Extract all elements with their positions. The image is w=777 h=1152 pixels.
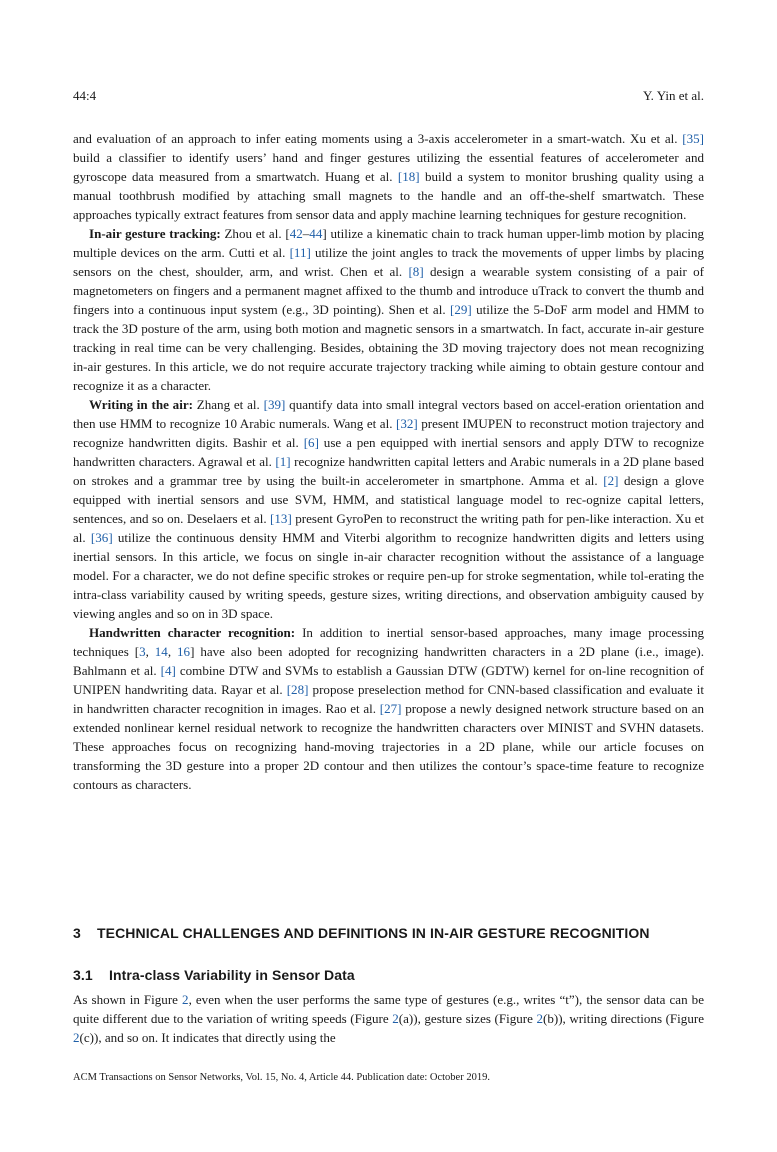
- paragraph-wearable-gestures: and evaluation of an approach to infer eating moments using a 3-axis accelerometer in a smart-watch. Xu et al. [35] build a classifier to identify users’ hand and finger gestures utilizing the essential features of accelerometer and gyroscope data measured from a smartwatch. Huang et al. [18] build a system to monitor brushing quality using a manual toothbrush modified by attaching small magnets to the handle and an off-the-shelf smartwatch. These approaches typically extract features from sensor data and apply machine learning techniques for gesture recognition.: [73, 131, 704, 222]
- citation-link[interactable]: 42: [289, 226, 303, 241]
- citation-link[interactable]: [28]: [286, 682, 309, 697]
- section-title: TECHNICAL CHALLENGES AND DEFINITIONS IN IN-AIR GESTURE RECOGNITION: [97, 925, 650, 941]
- paragraph-in-air-tracking: In-air gesture tracking: Zhou et al. [42–44] utilize a kinematic chain to track human upper-limb motion by placing multiple devices on the arm. Cutti et al. [11] utilize the joint angles to track the movements of upper limbs by placing sensors on the chest, shoulder, arm, and wrist. Chen et al. [8] design a wearable system consisting of a pair of magnetometers on fingers and a permanent magnet affixed to the thumb and introduce uTrack to convert the thumb and fingers into a continuous input system (e.g., 3D pointing). Shen et al. [29] utilize the 5-DoF arm model and HMM to track the 3D posture of the arm, using both motion and magnetic sensors in a smartwatch. In fact, accurate in-air gesture tracking in real time can be very challenging. Besides, obtaining the 3D moving trajectory does not mean recognizing in-air gestures. In this article, we do not require accurate trajectory tracking while aiming to obtain gesture contour and recognize it as a character.: [73, 226, 704, 393]
- page-footer: ACM Transactions on Sensor Networks, Vol. 15, No. 4, Article 44. Publication date: October 2019.: [73, 1072, 490, 1083]
- run-in-heading: Handwritten character recognition:: [89, 625, 296, 640]
- citation-link[interactable]: 2: [392, 1011, 399, 1026]
- subsection-body: [73, 990, 704, 1047]
- running-head: [73, 88, 704, 104]
- citation-link[interactable]: [8]: [408, 264, 424, 279]
- section-heading: [73, 924, 704, 942]
- citation-link[interactable]: [18]: [397, 169, 420, 184]
- paragraph-handwritten-recognition: Handwritten character recognition: In addition to inertial sensor-based approaches, many image processing techniques [3, 14, 16] have also been adopted for recognizing handwritten characters in a 2D plane (i.e., image). Bahlmann et al. [4] combine DTW and SVMs to establish a Gaussian DTW (GDTW) kernel for on-line recognition of UNIPEN handwriting data. Rayar et al. [28] propose preselection method for CNN-based classification and evaluate it in handwritten character recognition in images. Rao et al. [27] propose a newly designed network structure based on an extended nonlinear kernel residual network to recognize the handwritten characters over MINIST and SVHN datasets. These approaches focus on recognizing hand-moving trajectories in a 2D plane, while our article focuses on transforming the 3D gesture into a proper 2D contour and then utilizes the contour’s space-time feature to recognize contours as characters.: [73, 625, 705, 792]
- subsection-title: Intra-class Variability in Sensor Data: [109, 967, 355, 983]
- running-authors: Y. Yin et al.: [642, 88, 704, 103]
- citation-link[interactable]: 2: [536, 1011, 543, 1026]
- citation-link[interactable]: 16: [177, 644, 191, 659]
- paragraph-intra-class-variability: As shown in Figure 2, even when the user performs the same type of gestures (e.g., writes “t”), the sensor data can be quite different due to the variation of writing speeds (Figure 2(a)), gesture sizes (Figure 2(b)), writing directions (Figure 2(c)), and so on. It indicates that directly using the: [73, 992, 705, 1045]
- section-number: 3: [73, 925, 81, 941]
- citation-link[interactable]: [11]: [289, 245, 311, 260]
- citation-link[interactable]: [39]: [263, 397, 286, 412]
- citation-link[interactable]: [2]: [603, 473, 619, 488]
- paragraph-writing-in-air: Writing in the air: Zhang et al. [39] quantify data into small integral vectors based on accel-eration orientation and then use HMM to recognize 10 Arabic numerals. Wang et al. [32] present IMUPEN to reconstruct motion trajectory and recognize handwritten digits. Bashir et al. [6] use a pen equipped with inertial sensors and apply DTW to recognize handwritten characters. Agrawal et al. [1] recognize handwritten capital letters and Arabic numerals in a 2D plane based on strokes and a grammar tree by using the built-in accelerometer in smartphone. Amma et al. [2] design a glove equipped with inertial sensors and use SVM, HMM, and statistical language model to rec-ognize capital letters, sentences, and so on. Deselaers et al. [13] present GyroPen to reconstruct the writing path for pen-like interaction. Xu et al. [36] utilize the continuous density HMM and Viterbi algorithm to recognize handwritten digits and letters using inertial sensors. In this article, we focus on single in-air character recognition without the assistance of a language model. For a character, we do not define specific strokes or require pen-up for stroke segmentation, while tol-erating the intra-class variability caused by writing speeds, gesture sizes, writing directions, and observation ambiguity caused by viewing angles and so on in 3D space.: [73, 397, 704, 621]
- citation-link[interactable]: 44: [309, 226, 323, 241]
- citation-link[interactable]: 3: [139, 644, 146, 659]
- citation-link[interactable]: [13]: [270, 511, 292, 526]
- citation-link[interactable]: 14: [154, 644, 168, 659]
- subsection-heading: [73, 966, 704, 984]
- citation-link[interactable]: 2: [73, 1030, 80, 1045]
- related-work-body: [73, 129, 704, 794]
- citation-link[interactable]: [32]: [395, 416, 418, 431]
- subsection-number: 3.1: [73, 967, 93, 983]
- citation-link[interactable]: [6]: [303, 435, 319, 450]
- citation-link[interactable]: [35]: [682, 131, 704, 146]
- page: [73, 0, 704, 1152]
- citation-link[interactable]: [1]: [275, 454, 291, 469]
- run-in-heading: Writing in the air:: [89, 397, 193, 412]
- citation-link[interactable]: [29]: [450, 302, 472, 317]
- page-number: 44:4: [73, 88, 97, 103]
- citation-link[interactable]: [4]: [160, 663, 176, 678]
- citation-link[interactable]: [36]: [90, 530, 113, 545]
- citation-link[interactable]: 2: [182, 992, 189, 1007]
- citation-link[interactable]: [27]: [379, 701, 402, 716]
- run-in-heading: In-air gesture tracking:: [89, 226, 221, 241]
